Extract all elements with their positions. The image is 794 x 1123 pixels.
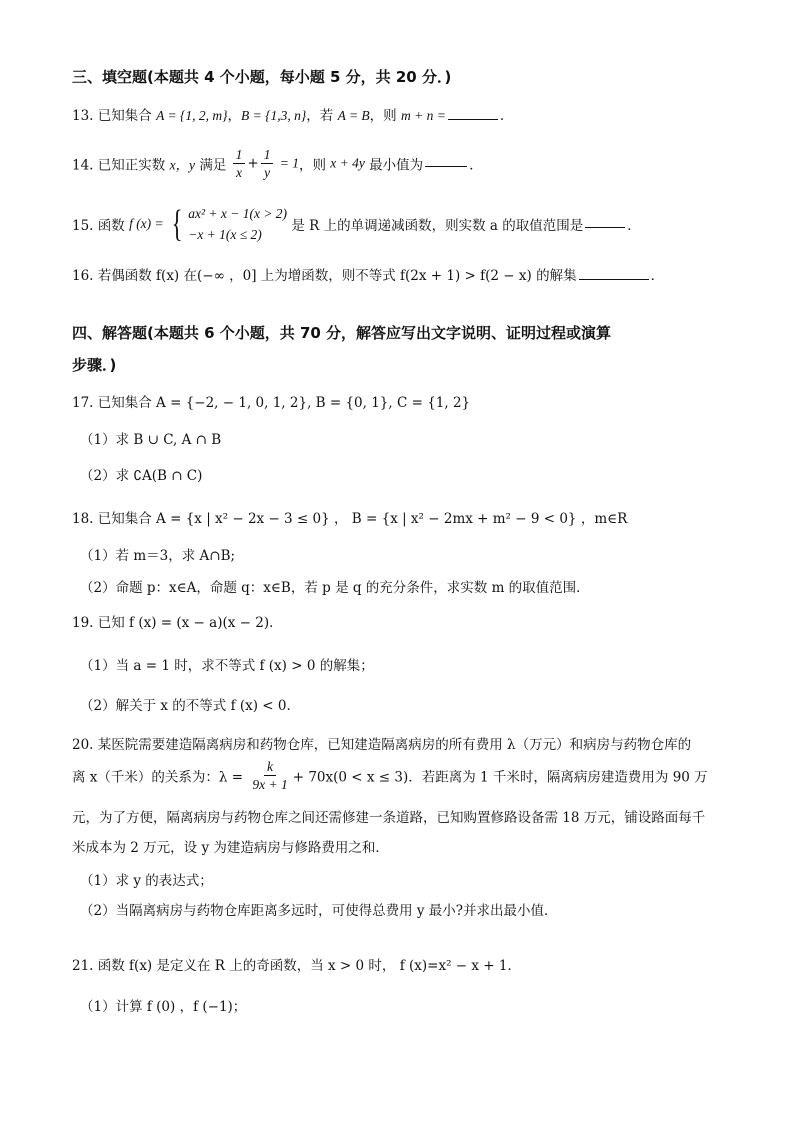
q16-text: 16. 若偶函数 f(x) 在(−∞ ，0] 上为增函数，则不等式 f(2x + 1) > f(2 − x) 的解集 — [72, 268, 577, 284]
q14-eq: = 1 — [279, 155, 299, 171]
q20-line4: 米成本为 2 万元，设 y 为建造病房与修路费用之和． — [72, 840, 389, 856]
q19-stem: 19. 已知 f (x) = (x − a)(x − 2)． — [72, 615, 283, 631]
fraction-1-over-y: $\frac{1}{y}$ — [261, 146, 274, 181]
question-15 — [72, 203, 641, 245]
q17-part1: （1）求 B ∪ C, A ∩ B — [80, 432, 222, 448]
answer-blank — [448, 107, 498, 120]
q20-line1: 20. 某医院需要建造隔离病房和药物仓库，已知建造隔离病房的所有费用 λ（万元）和病房与药物仓库的 — [72, 737, 692, 753]
answer-blank — [425, 154, 467, 167]
q13-eq: A = B — [337, 108, 370, 123]
q19-part1: （1）当 a = 1 时，求不等式 f (x) > 0 的解集； — [80, 658, 374, 674]
q20-line2 — [72, 758, 708, 793]
q18-part1: （1）若 m＝3，求 A∩B; — [80, 548, 236, 564]
q13-ask: ，则 — [369, 108, 401, 124]
q13-cond: ，若 — [306, 108, 338, 124]
q13-set-a: A = {1, 2, m} — [156, 108, 228, 123]
q13-set-b: B = {1,3, n} — [240, 108, 307, 123]
q15-end: ． — [627, 218, 641, 234]
section-4-heading-line1: 四、解答题(本题共 6 个小题，共 70 分，解答应写出文字说明、证明过程或演算 — [72, 324, 612, 342]
q20-part2: （2）当隔离病房与药物仓库距离多远时，可使得总费用 y 最小?并求出最小值． — [80, 903, 558, 919]
q14-ask: ，则 — [299, 157, 331, 174]
left-brace: { — [171, 203, 183, 245]
q17-part2: （2）求 ∁A(B ∩ C) — [80, 468, 203, 484]
q16-end: ． — [650, 268, 665, 284]
q14-expr: x + 4y — [330, 155, 365, 171]
q13-expr: m + n = — [400, 108, 446, 123]
q14-prefix: 14. 已知正实数 — [72, 157, 170, 174]
question-13 — [72, 104, 513, 124]
fraction-k-over-9x-plus-1: $\frac{k}{9x + 1}$ — [252, 759, 288, 792]
fraction-1-over-x: $\frac{1}{x}$ — [233, 146, 246, 181]
q20-line2a: 离 x（千米）的关系为：λ = — [72, 769, 244, 786]
answer-blank — [579, 267, 649, 280]
q20-line3: 元，为了方便，隔离病房与药物仓库之间还需修建一条道路，已知购置修路设备需 18 万元，铺设路面每千 — [72, 810, 706, 826]
q20-line2b: + 70x(0 < x ≤ 3)．若距离为 1 千米时，隔离病房建造费用为 90 万 — [292, 769, 708, 786]
q15-text: 是 R 上的单调递减函数，则实数 a 的取值范围是 — [287, 218, 584, 234]
q13-end: ． — [499, 108, 514, 124]
q21-part1: （1）计算 f (0) ，f (−1)； — [80, 999, 247, 1015]
q19-part2: （2）解关于 x 的不等式 f (x) < 0． — [80, 698, 300, 714]
case-1: ax² + x − 1(x > 2) — [188, 206, 288, 221]
piecewise-function — [168, 203, 287, 245]
q13-sep: ， — [227, 108, 241, 124]
q18-stem: 18. 已知集合 A = {x | x² − 2x − 3 ≤ 0} ， B = {x | x² − 2mx + m² − 9 < 0} ，m∈R — [72, 511, 628, 527]
q13-prefix: 13. 已知集合 — [72, 108, 157, 124]
q20-part1: （1）求 y 的表达式； — [80, 873, 213, 889]
q15-fx: f (x) = — [129, 216, 164, 231]
answer-blank — [585, 215, 625, 228]
section-4-heading-line2: 步骤．) — [72, 356, 117, 374]
q14-suffix: 最小值为 — [364, 157, 424, 174]
q14-plus: + — [247, 155, 259, 172]
q14-mid: 满足 — [195, 157, 231, 174]
case-2: −x + 1(x ≤ 2) — [188, 227, 262, 242]
section-3-heading: 三、填空题(本题共 4 个小题，每小题 5 分，共 20 分．) — [72, 68, 452, 86]
q15-prefix: 15. 函数 — [72, 218, 130, 234]
q21-stem: 21. 函数 f(x) 是定义在 R 上的奇函数，当 x > 0 时， f (x)=x² − x + 1． — [72, 958, 521, 974]
question-14 — [72, 146, 483, 181]
q14-end: ． — [469, 157, 483, 174]
question-16 — [72, 264, 664, 284]
q17-stem: 17. 已知集合 A = {−2, − 1, 0, 1, 2}, B = {0, 1}, C = {1, 2} — [72, 395, 471, 411]
q14-vars: x，y — [169, 157, 196, 173]
q18-part2: （2）命题 p：x∈A，命题 q：x∈B，若 p 是 q 的充分条件，求实数 m 的取值范围． — [80, 580, 590, 596]
